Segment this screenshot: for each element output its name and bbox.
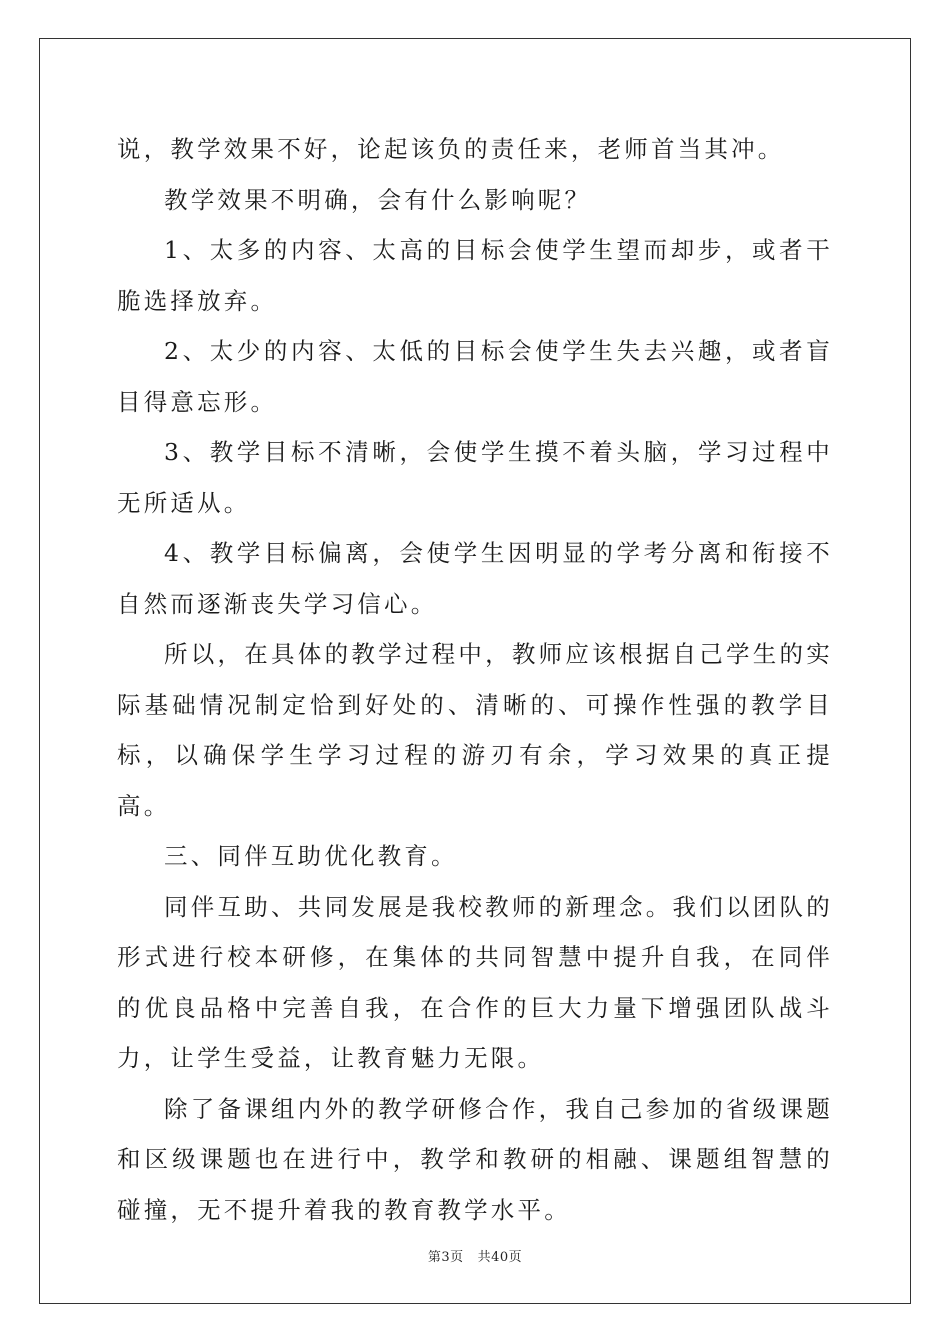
paragraph-continuation: 说，教学效果不好，论起该负的责任来，老师首当其冲。 xyxy=(117,135,785,163)
list-item-2: 2、太少的内容、太低的目标会使学生失去兴趣，或者盲目得意忘形。 xyxy=(117,337,833,416)
paragraph: 教学效果不明确，会有什么影响呢？ xyxy=(164,185,592,214)
document-body xyxy=(117,124,833,1235)
section-heading: 三、同伴互助优化教育。 xyxy=(164,842,458,870)
list-item-3: 3、教学目标不清晰，会使学生摸不着头脑，学习过程中无所适从。 xyxy=(117,438,833,517)
paragraph: 同伴互助、共同发展是我校教师的新理念。我们以团队的形式进行校本研修，在集体的共同智慧中提升自我，在同伴的优良品格中完善自我，在合作的巨大力量下增强团队战斗力，让学生受益，让教育魅力无限。 xyxy=(117,892,833,1072)
list-item-4: 4、教学目标偏离，会使学生因明显的学考分离和衔接不自然而逐渐丧失学习信心。 xyxy=(117,539,833,618)
page-number: 第3页 xyxy=(427,1250,464,1265)
page-footer xyxy=(0,1246,950,1265)
page-total: 共40页 xyxy=(477,1250,523,1265)
paragraph: 所以，在具体的教学过程中，教师应该根据自己学生的实际基础情况制定恰到好处的、清晰的、可操作性强的教学目标，以确保学生学习过程的游刃有余，学习效果的真正提高。 xyxy=(117,640,833,820)
list-item-1: 1、太多的内容、太高的目标会使学生望而却步，或者干脆选择放弃。 xyxy=(117,236,833,315)
paragraph: 除了备课组内外的教学研修合作，我自己参加的省级课题和区级课题也在进行中，教学和教研的相融、课题组智慧的碰撞，无不提升着我的教育教学水平。 xyxy=(117,1094,833,1224)
